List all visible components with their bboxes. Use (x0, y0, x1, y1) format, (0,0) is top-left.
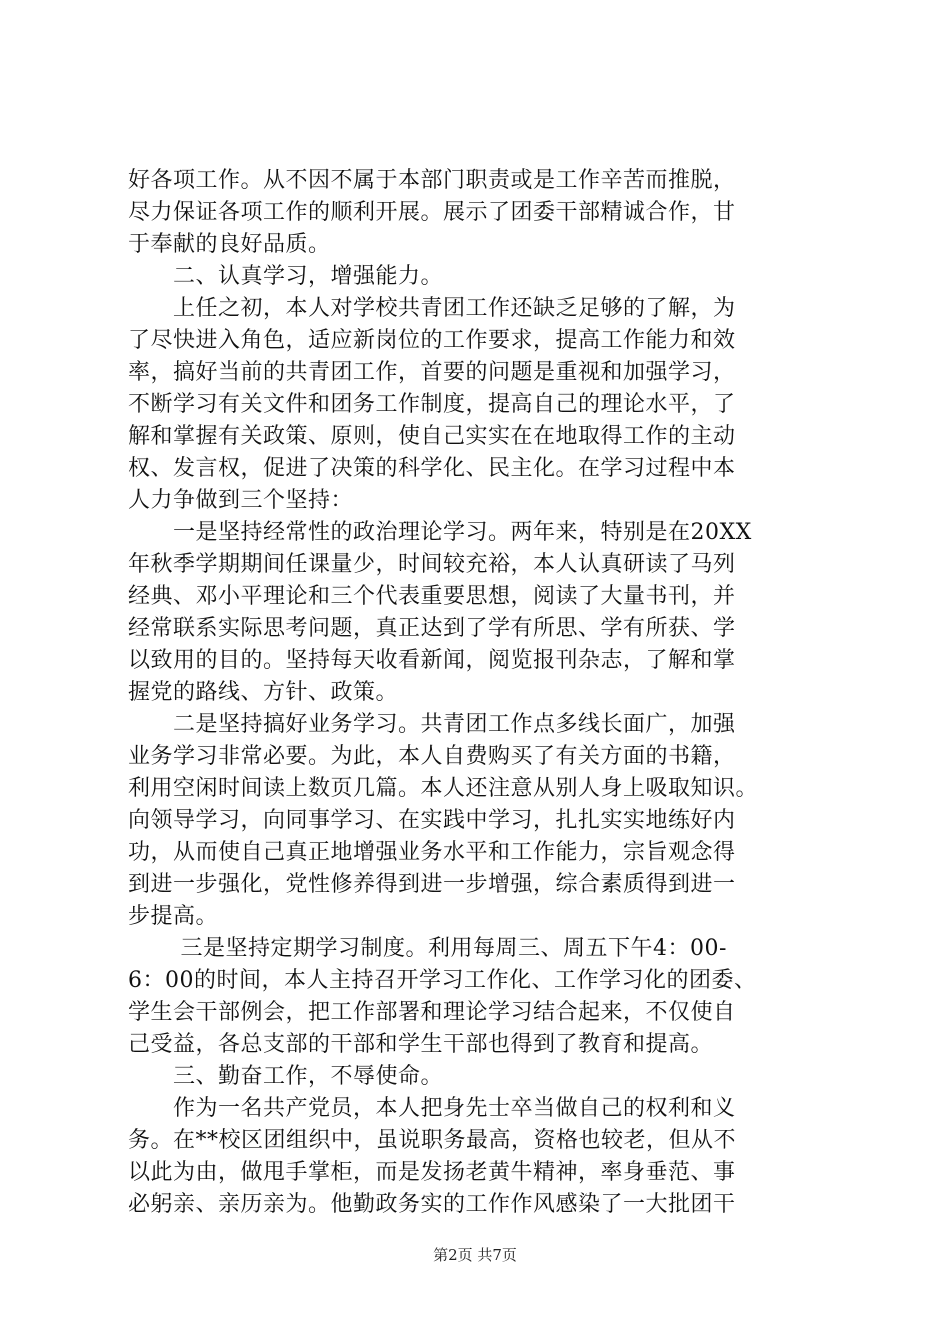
text-line: 到进一步强化，党性修养得到进一步增强，综合素质得到进一 (128, 872, 736, 897)
text-line: 握党的路线、方针、政策。 (128, 680, 399, 705)
document-body (128, 165, 840, 1221)
text-line: 尽力保证各项工作的顺利开展。展示了团委干部精诚合作，甘 (128, 200, 736, 225)
text-line: 6：00的时间，本人主持召开学习工作化、工作学习化的团委、 (128, 968, 757, 993)
text-line: 己受益，各总支部的干部和学生干部也得到了教育和提高。 (128, 1032, 714, 1057)
page-footer: 第2页 共7页 (433, 1246, 517, 1264)
text-line: 解和掌握有关政策、原则，使自己实实在在地取得工作的主动 (128, 424, 736, 449)
text-line: 权、发言权，促进了决策的科学化、民主化。在学习过程中本 (128, 456, 736, 481)
text-line: 率，搞好当前的共青团工作，首要的问题是重视和加强学习， (128, 360, 736, 385)
text-line: 三、勤奋工作，不辱使命。 (128, 1064, 444, 1089)
text-line: 于奉献的良好品质。 (128, 232, 331, 257)
text-line: 不断学习有关文件和团务工作制度，提高自己的理论水平，了 (128, 392, 736, 417)
text-line: 经典、邓小平理论和三个代表重要思想，阅读了大量书刊，并 (128, 584, 736, 609)
text-line: 年秋季学期期间任课量少，时间较充裕，本人认真研读了马列 (128, 552, 736, 577)
text-line: 经常联系实际思考问题，真正达到了学有所思、学有所获、学 (128, 616, 736, 641)
text-line: 向领导学习，向同事学习、在实践中学习，扎扎实实地练好内 (128, 808, 736, 833)
text-line: 步提高。 (128, 904, 219, 929)
text-line: 务。在**校区团组织中，虽说职务最高，资格也较老，但从不 (128, 1128, 737, 1153)
text-line: 三是坚持定期学习制度。利用每周三、周五下午4：00- (128, 936, 727, 961)
text-line: 好各项工作。从不因不属于本部门职责或是工作辛苦而推脱， (128, 168, 736, 193)
text-line: 学生会干部例会，把工作部署和理论学习结合起来，不仅使自 (128, 1000, 736, 1025)
text-line: 功，从而使自己真正地增强业务水平和工作能力，宗旨观念得 (128, 840, 736, 865)
text-line: 上任之初，本人对学校共青团工作还缺乏足够的了解，为 (128, 296, 736, 321)
text-line: 以致用的目的。坚持每天收看新闻，阅览报刊杂志，了解和掌 (128, 648, 736, 673)
text-line: 以此为由，做甩手掌柜，而是发扬老黄牛精神，率身垂范、事 (128, 1160, 736, 1185)
text-line: 二是坚持搞好业务学习。共青团工作点多线长面广，加强 (128, 712, 736, 737)
text-line: 一是坚持经常性的政治理论学习。两年来，特别是在20XX (128, 520, 752, 545)
text-line: 作为一名共产党员，本人把身先士卒当做自己的权利和义 (128, 1096, 736, 1121)
text-line: 二、认真学习，增强能力。 (128, 264, 444, 289)
text-line: 利用空闲时间读上数页几篇。本人还注意从别人身上吸取知识。 (128, 776, 759, 801)
text-line: 业务学习非常必要。为此，本人自费购买了有关方面的书籍， (128, 744, 736, 769)
text-line: 必躬亲、亲历亲为。他勤政务实的工作作风感染了一大批团干 (128, 1192, 736, 1217)
text-line: 了尽快进入角色，适应新岗位的工作要求，提高工作能力和效 (128, 328, 736, 353)
text-line: 人力争做到三个坚持： (128, 488, 354, 513)
